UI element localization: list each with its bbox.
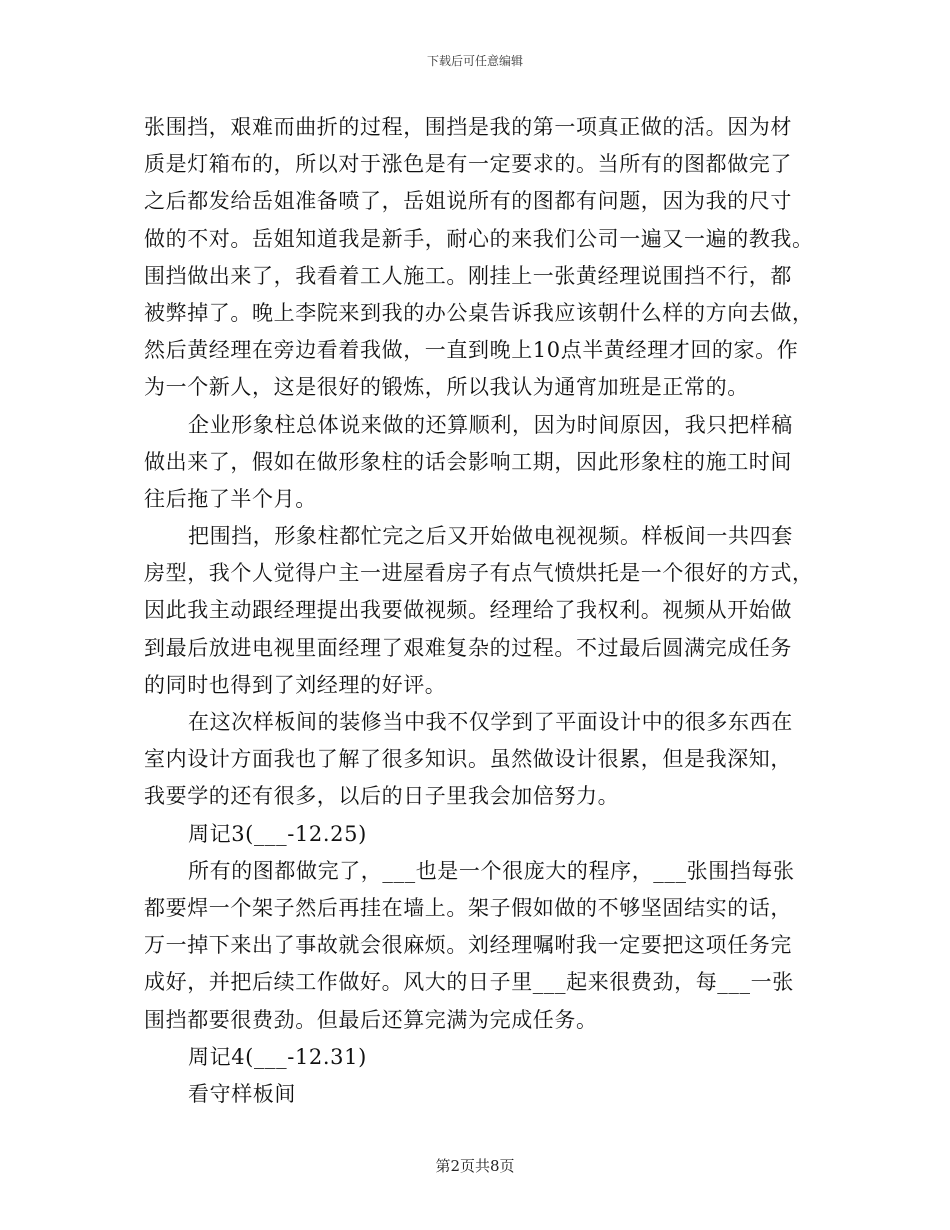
section-heading-week3: 周记3(___-12.25) bbox=[188, 821, 367, 846]
page-number: 第2页共8页 bbox=[435, 1157, 515, 1175]
text-line: 房型，我个人觉得户主一进屋看房子有点气愤烘托是一个很好的方式， bbox=[144, 561, 814, 586]
text-line: 室内设计方面我也了解了很多知识。虽然做设计很累，但是我深知， bbox=[144, 747, 792, 772]
paragraph-start-line: 把围挡，形象柱都忙完之后又开始做电视视频。样板间一共四套 bbox=[188, 524, 793, 549]
text-line: 我要学的还有很多，以后的日子里我会加倍努力。 bbox=[144, 784, 620, 809]
text-line: 质是灯箱布的，所以对于涨色是有一定要求的。当所有的图都做完了 bbox=[144, 152, 792, 177]
page-header: 下载后可任意编辑 bbox=[426, 54, 523, 68]
text-line: 因此我主动跟经理提出我要做视频。经理给了我权利。视频从开始做 bbox=[144, 598, 792, 623]
text-line: 做的不对。岳姐知道我是新手，耐心的来我们公司一遍又一遍的教我。 bbox=[144, 226, 814, 251]
text-line: 到最后放进电视里面经理了艰难复杂的过程。不过最后圆满完成任务 bbox=[144, 635, 792, 660]
text-line: 之后都发给岳姐准备喷了，岳姐说所有的图都有问题，因为我的尺寸 bbox=[144, 189, 792, 214]
document-body bbox=[144, 109, 814, 1113]
paragraph-start-line: 所有的图都做完了，___也是一个很庞大的程序，___张围挡每张 bbox=[188, 858, 795, 883]
text-line: 为一个新人，这是很好的锻炼，所以我认为通宵加班是正常的。 bbox=[144, 375, 749, 400]
text-line: 万一掉下来出了事故就会很麻烦。刘经理嘱咐我一定要把这项任务完 bbox=[144, 933, 792, 958]
text-line: 然后黄经理在旁边看着我做，一直到晚上10点半黄经理才回的家。作 bbox=[144, 338, 799, 363]
text-line: 的同时也得到了刘经理的好评。 bbox=[144, 672, 447, 697]
text-line: 被弊掉了。晚上李院来到我的办公桌告诉我应该朝什么样的方向去做， bbox=[144, 300, 814, 325]
paragraph-start-line: 企业形象柱总体说来做的还算顺利，因为时间原因，我只把样稿 bbox=[188, 412, 793, 437]
text-line: 往后拖了半个月。 bbox=[144, 486, 317, 511]
text-line: 围挡做出来了，我看着工人施工。刚挂上一张黄经理说围挡不行，都 bbox=[144, 263, 792, 288]
text-line: 张围挡，艰难而曲折的过程，围挡是我的第一项真正做的活。因为材 bbox=[144, 115, 792, 139]
paragraph-start-line: 在这次样板间的装修当中我不仅学到了平面设计中的很多东西在 bbox=[188, 710, 793, 734]
text-line: 成好，并把后续工作做好。风大的日子里___起来很费劲，每___一张 bbox=[144, 970, 794, 995]
paragraph-start-line: 看守样板间 bbox=[188, 1081, 296, 1106]
text-line: 都要焊一个架子然后再挂在墙上。架子假如做的不够坚固结实的话， bbox=[144, 895, 792, 920]
section-heading-week4: 周记4(___-12.31) bbox=[188, 1044, 367, 1069]
text-line: 做出来了，假如在做形象柱的话会影响工期，因此形象柱的施工时间 bbox=[144, 449, 792, 474]
text-line: 围挡都要很费劲。但最后还算完满为完成任务。 bbox=[144, 1007, 598, 1032]
